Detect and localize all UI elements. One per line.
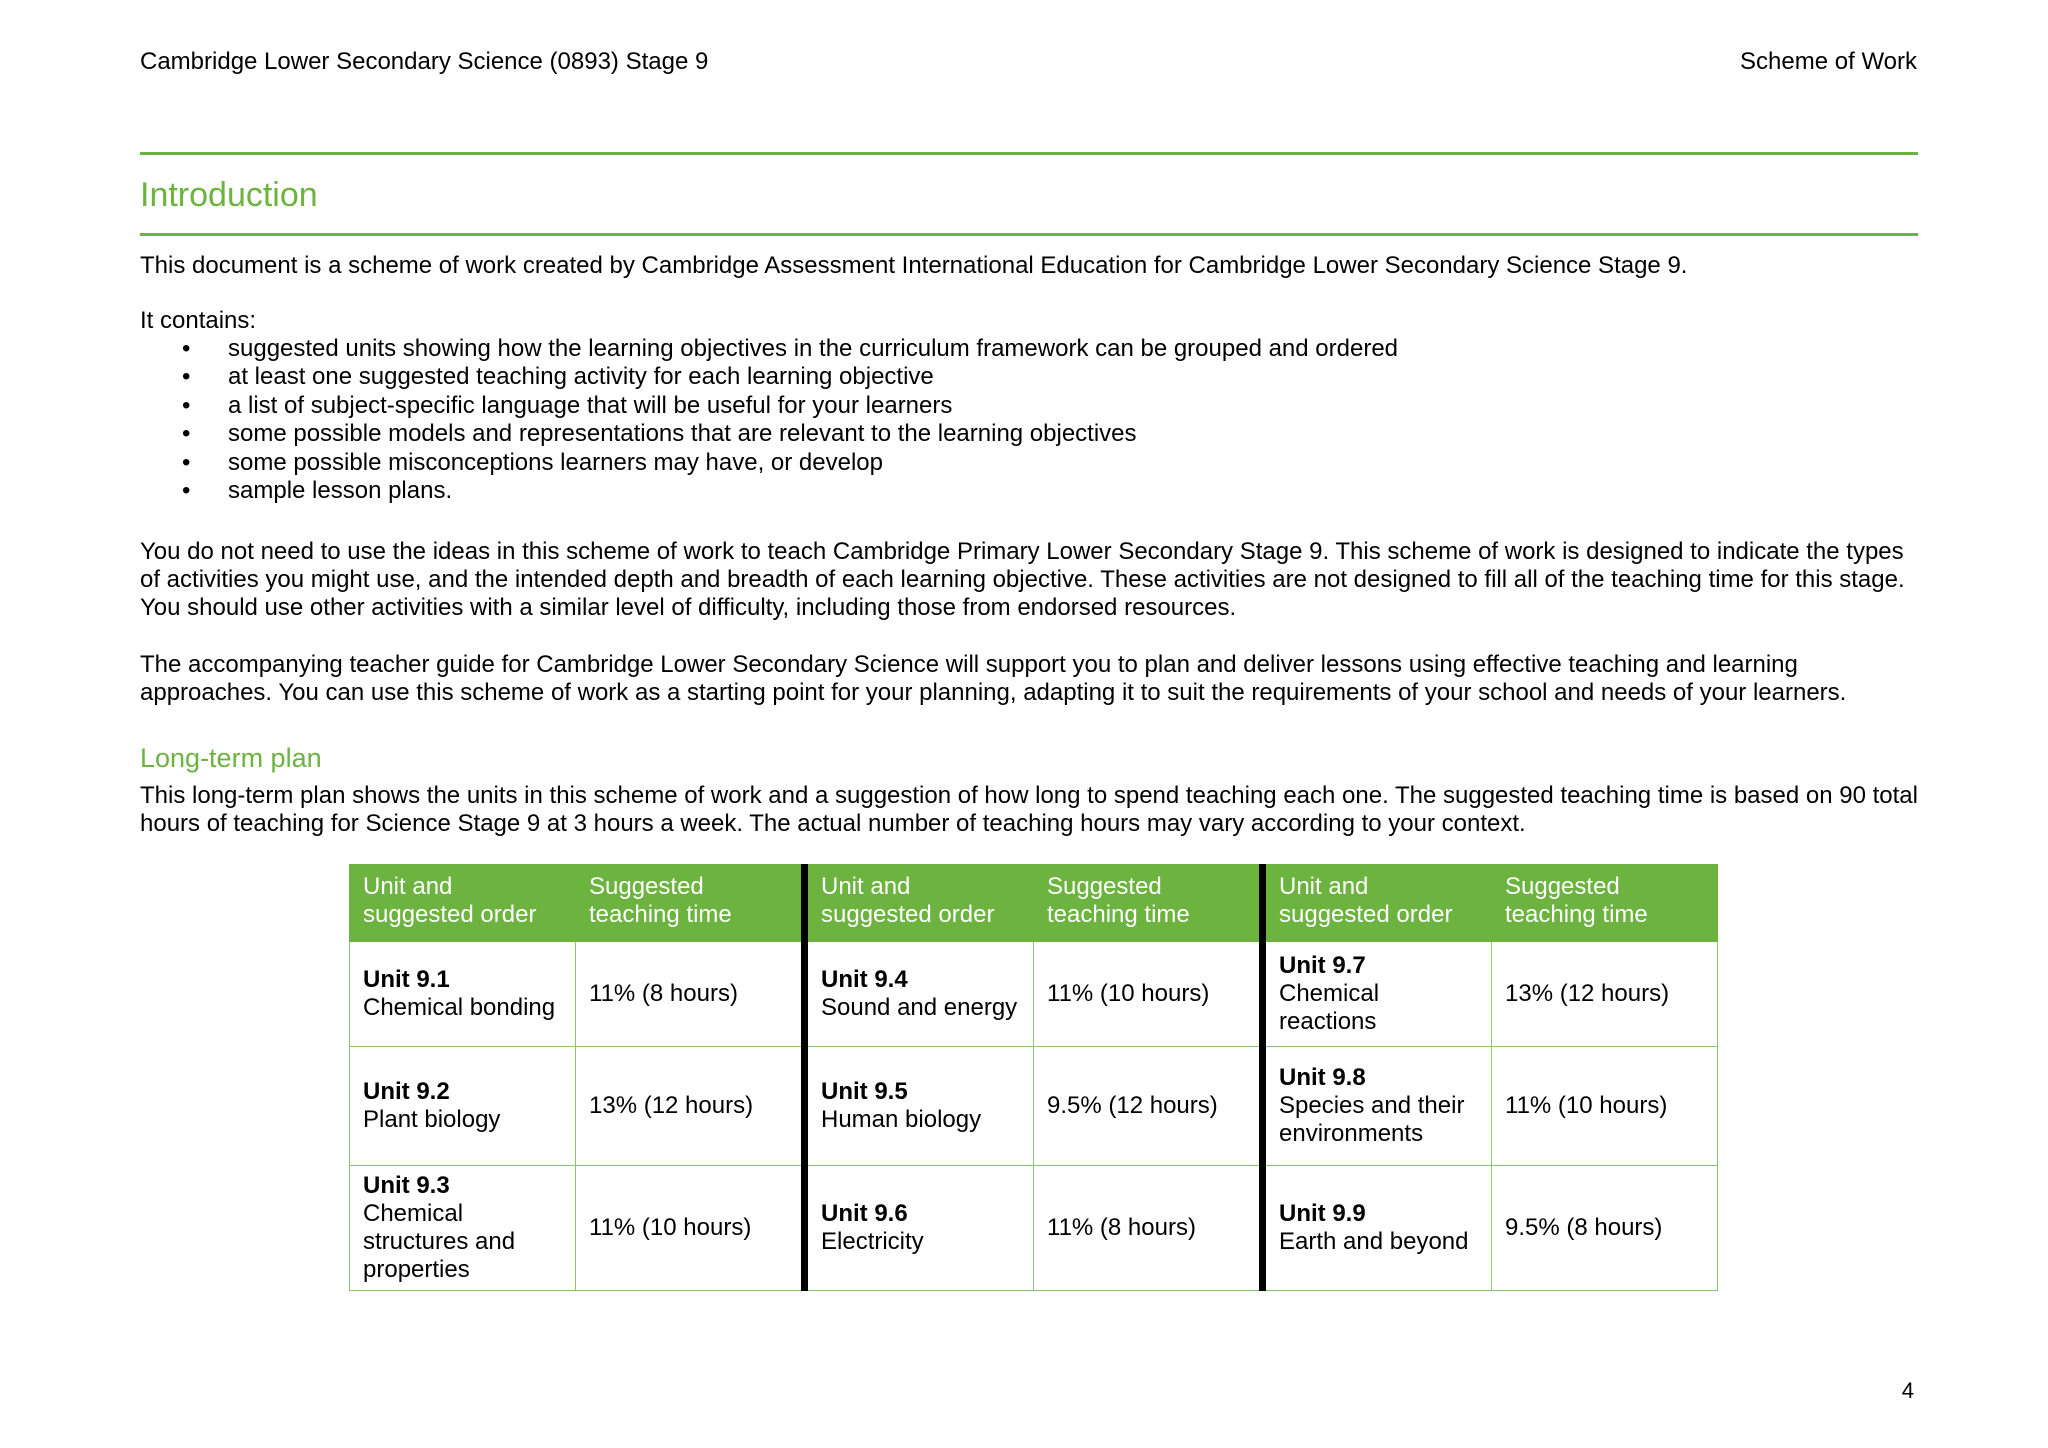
list-item: • a list of subject-specific language that will be useful for your learners — [182, 391, 953, 419]
unit-cell: Unit 9.3 Chemical structures and properties — [350, 1166, 576, 1291]
page-number: 4 — [1901, 1378, 1914, 1403]
long-term-plan-title: Long-term plan — [140, 743, 322, 773]
bottom-rule — [140, 233, 1918, 236]
unit-cell: Unit 9.2 Plant biology — [350, 1047, 576, 1166]
list-item: • sample lesson plans. — [182, 477, 453, 505]
intro-paragraph: This document is a scheme of work created by Cambridge Assessment International Education for Cambridge Lower Secondary Science Stage 9. — [140, 252, 1688, 279]
time-cell: 13% (12 hours) — [576, 1047, 805, 1166]
unit-cell: Unit 9.9 Earth and beyond — [1263, 1166, 1492, 1291]
time-cell: 11% (10 hours) — [1492, 1047, 1718, 1166]
unit-cell: Unit 9.7 Chemical reactions — [1263, 942, 1492, 1047]
column-header-unit: Unit and suggested order — [1263, 865, 1492, 942]
bullet-icon: • — [182, 477, 191, 505]
column-header-time: Suggested teaching time — [576, 865, 805, 942]
unit-cell: Unit 9.6 Electricity — [805, 1166, 1034, 1291]
usage-paragraph: You do not need to use the ideas in this scheme of work to teach Cambridge Primary Lower Secondary Stage 9. This scheme of work is designed to indicate the types of activities you might use, and the intended depth and breadth of each learning objective. These activities are not designed to fill all of the teaching time for this stage. You should use other activities with a similar level of difficulty, including those from endorsed resources. — [140, 538, 1905, 621]
column-header-time: Suggested teaching time — [1034, 865, 1263, 942]
list-item: • suggested units showing how the learning objectives in the curriculum framework can be grouped and ordered — [182, 335, 1399, 362]
time-cell: 9.5% (8 hours) — [1492, 1166, 1718, 1291]
header-left: Cambridge Lower Secondary Science (0893) Stage 9 — [140, 48, 709, 75]
column-header-time: Suggested teaching time — [1492, 865, 1718, 942]
column-header-unit: Unit and suggested order — [350, 865, 576, 942]
time-cell: 11% (8 hours) — [1034, 1166, 1263, 1291]
list-item: • at least one suggested teaching activity for each learning objective — [182, 363, 934, 391]
unit-cell: Unit 9.1 Chemical bonding — [350, 942, 576, 1047]
long-term-plan-table — [349, 864, 1718, 1291]
section-title: Introduction — [140, 176, 318, 214]
column-header-unit: Unit and suggested order — [805, 865, 1034, 942]
list-item: • some possible misconceptions learners may have, or develop — [182, 448, 883, 476]
table-header-row — [350, 865, 1718, 942]
header-right: Scheme of Work — [1740, 48, 1917, 75]
bullet-icon: • — [182, 420, 191, 448]
bullet-icon: • — [182, 448, 191, 476]
time-cell: 11% (8 hours) — [576, 942, 805, 1047]
unit-cell: Unit 9.4 Sound and energy — [805, 942, 1034, 1047]
table-row — [350, 1047, 1718, 1166]
bullet-icon: • — [182, 363, 191, 391]
contents-list — [140, 335, 1398, 505]
time-cell: 11% (10 hours) — [1034, 942, 1263, 1047]
time-cell: 13% (12 hours) — [1492, 942, 1718, 1047]
contains-label: It contains: — [140, 307, 257, 334]
table-row — [350, 1166, 1718, 1291]
bullet-icon: • — [182, 391, 191, 419]
bullet-icon: • — [182, 335, 191, 362]
unit-cell: Unit 9.8 Species and their environments — [1263, 1047, 1492, 1166]
top-rule — [140, 152, 1918, 155]
list-item: • some possible models and representations that are relevant to the learning objectives — [182, 420, 1137, 448]
teacher-guide-paragraph: The accompanying teacher guide for Cambridge Lower Secondary Science will support you to plan and deliver lessons using effective teaching and learning approaches. You can use this scheme of work as a starting point for your planning, adapting it to suit the requirements of your school and needs of your learners. — [140, 651, 1847, 706]
long-term-plan-paragraph: This long-term plan shows the units in this scheme of work and a suggestion of how long to spend teaching each one. The suggested teaching time is based on 90 total hours of teaching for Science Stage 9 at 3 hours a week. The actual number of teaching hours may vary according to your context. — [140, 782, 1918, 837]
table-row — [350, 942, 1718, 1047]
unit-cell: Unit 9.5 Human biology — [805, 1047, 1034, 1166]
time-cell: 11% (10 hours) — [576, 1166, 805, 1291]
time-cell: 9.5% (12 hours) — [1034, 1047, 1263, 1166]
